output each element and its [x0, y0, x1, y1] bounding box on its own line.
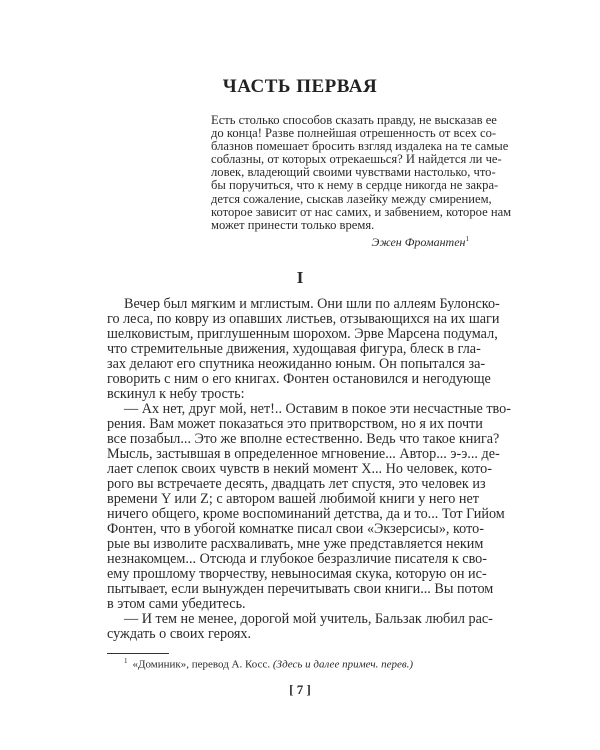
text-line: времени Y или Z; с автором вашей любимой книги у него нет	[107, 491, 479, 507]
footnote-mark: 1	[124, 657, 128, 665]
text-line: — Ах нет, друг мой, нет!.. Оставим в покое эти несчастные тво-	[124, 401, 511, 417]
text-line: ловек, владеющий своими чувствами настолько, что-	[211, 165, 496, 180]
text-line: ничего общего, кроме воспоминаний детства, да и то... Тот Гийом	[107, 506, 505, 522]
text-line: суждать о своих героях.	[107, 626, 252, 642]
text-line: го леса, по ковру из опавших листьев, отзывающихся на их шаги	[107, 311, 500, 327]
text-line: что стремительные движения, худощавая фигура, блеск в гла-	[107, 341, 481, 357]
text-line: лает слепок своих чувств в некий момент X... Но человек, кото-	[107, 461, 492, 477]
text-line: Есть столько способов сказать правду, не высказав ее	[211, 113, 497, 127]
text-line: рого вы встречаете десять, двадцать лет спустя, это человек из	[107, 476, 486, 492]
text-line: соблазны, от которых отрекаешься? И найдется ли че-	[211, 152, 502, 167]
text-line: в этом сами убедитесь.	[107, 596, 246, 612]
author-name: Эжен Фромантен	[371, 235, 466, 249]
text-line: пытывает, если вынужден перечитывать свои книги... Вы потом	[107, 581, 494, 597]
footnote-note: (Здесь и далее примеч. перев.)	[272, 658, 414, 671]
text-line: Вечер был мягким и мглистым. Они шли по аллеям Булонско-	[124, 296, 500, 312]
text-line: вскинул к небу трость:	[107, 386, 245, 402]
text-line: может принести только время.	[211, 217, 375, 232]
text-line: — И тем не менее, дорогой мой учитель, Бальзак любил рас-	[124, 611, 493, 627]
body-text	[107, 296, 511, 642]
text-line: рые вы изволите расхваливать, мне уже представляется неким	[107, 536, 484, 552]
text-line: дется сожаление, сыскав лазейку между смирением,	[211, 191, 492, 206]
text-line: бы поручиться, что к нему в сердце никогда не закра-	[211, 178, 499, 193]
text-line: зах делают его спутника неожиданно юным. Он попытался за-	[107, 356, 486, 372]
footnote-rule	[107, 653, 169, 654]
text-line: Мысль, застывшая в определенное мгновение... Автор... э-э... де-	[107, 446, 500, 462]
text-line: шелковистым, приглушенным шорохом. Эрве Марсена подумал,	[107, 326, 498, 342]
text-line: Фонтен, что в убогой комнатке писал свои «Экзерсисы», кото-	[107, 521, 484, 537]
text-line: ему прошлому творчеству, невыносимая скука, которую он ис-	[107, 566, 487, 582]
text-line: которое зависит от нас самих, и забвением, которое нам	[211, 204, 512, 219]
text-line: рения. Вам может показаться это притворством, но я их почти	[107, 416, 483, 432]
page-number: [ 7 ]	[289, 682, 311, 697]
text-line: говорить с ним о его книгах. Фонтен остановился и негодующе	[107, 371, 491, 387]
chapter-number: I	[296, 268, 304, 287]
text-line: блазнов помешает бросить взгляд издалека на те самые	[211, 139, 509, 154]
footnote-mark: 1	[465, 235, 469, 243]
epigraph	[211, 113, 512, 232]
text-line: все позабыл... Это же вполне естественно. Ведь что такое книга?	[107, 431, 500, 447]
part-title: ЧАСТЬ ПЕРВАЯ	[222, 76, 378, 97]
text-line: незнакомцем... Отсюда и глубокое безразличие писателя к сво-	[107, 551, 487, 567]
epigraph-author	[211, 235, 469, 250]
footnote-text: «Доминик», перевод А. Косс.	[132, 658, 271, 671]
footnote	[124, 657, 413, 671]
text-line: до конца! Разве полнейшая отрешенность от всех со-	[211, 126, 497, 141]
